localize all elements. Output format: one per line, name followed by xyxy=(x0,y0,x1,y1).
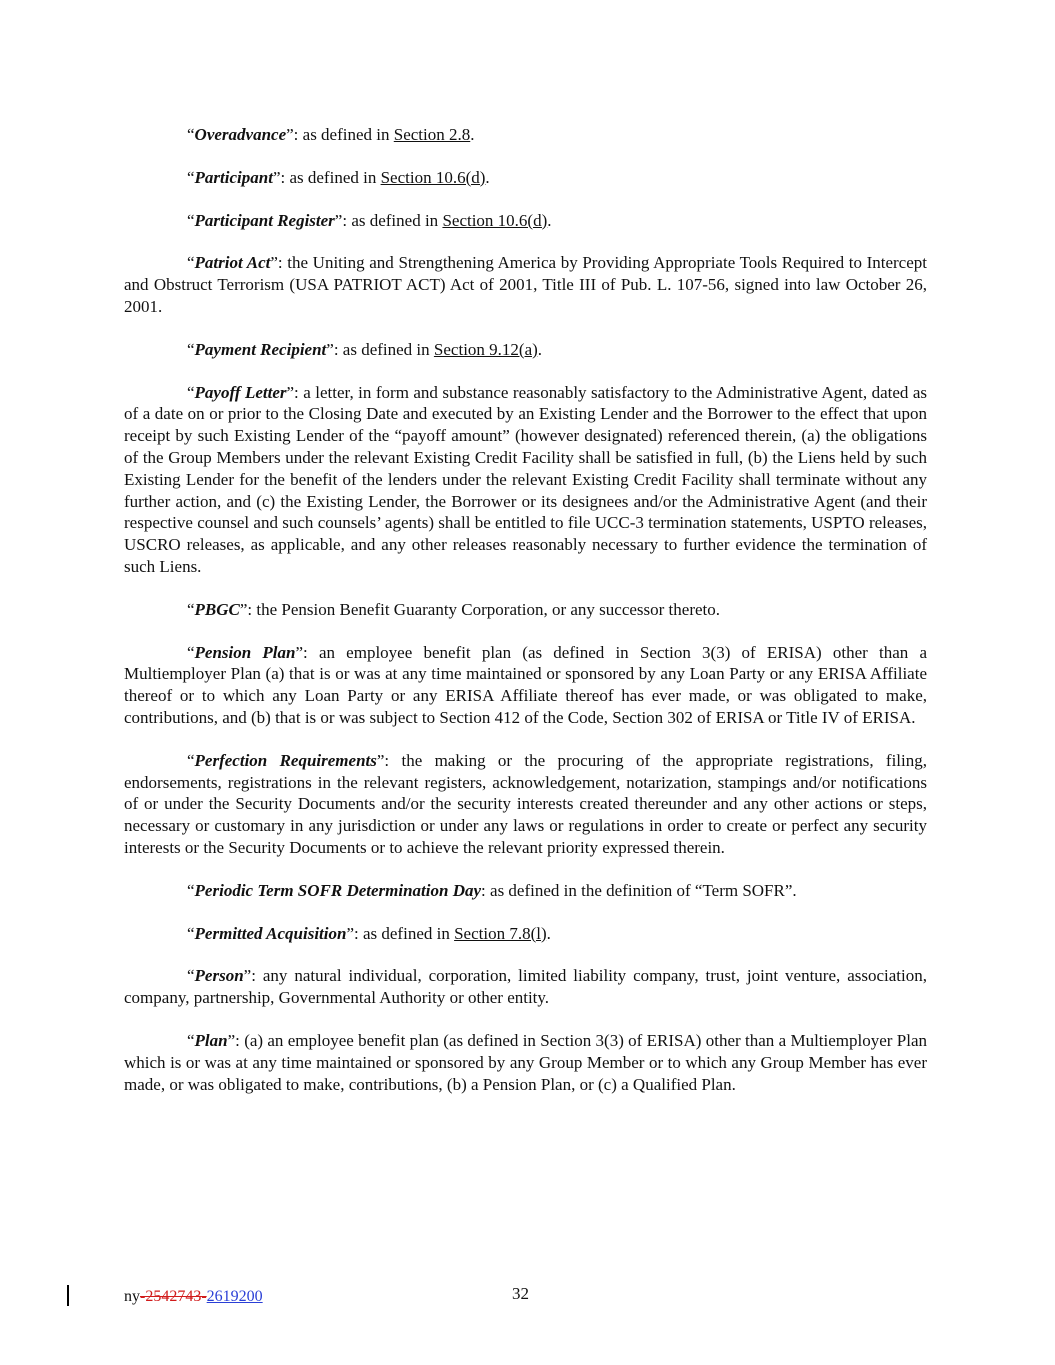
definition-overadvance: “Overadvance”: as defined in Section 2.8. xyxy=(187,125,475,144)
term-perfection-requirements: Perfection Requirements xyxy=(194,750,377,770)
term-participant-register: Participant Register xyxy=(194,210,335,230)
definition-perfection-requirements: “Perfection Requirements”: the making or the procuring of the appropriate registrations, filing, endorsements, registrations in the relevant registers, acknowledgement, notarization, stampings and/or notifications of or under the Security Documents and/or the security interests created thereunder and any other actions or steps, necessary or customary in any jurisdiction or under any laws or regulations in order to create or perfect any security interests or the Security Documents or to achieve the relevant priority expressed therein. xyxy=(124,750,927,857)
section-reference-link: Section 10.6(d) xyxy=(380,167,486,187)
section-reference-link: Section 9.12(a) xyxy=(433,339,538,359)
definition-permitted-acquisition: “Permitted Acquisition”: as defined in Section 7.8(l). xyxy=(187,923,551,943)
definition-pension-plan: “Pension Plan”: an employee benefit plan (as defined in Section 3(3) of ERISA) other than a Multiemployer Plan (a) that is or was at any time maintained or sponsored by any Loan Party or any ERISA Affiliate thereof or to which any Loan Party or any ERISA Affiliate thereof has ever made, or was obligated to make, contributions, and (b) that is or was subject to Section 412 of the Code, Section 302 of ERISA or Title IV of ERISA. xyxy=(124,642,927,727)
definition-participant-register: “Participant Register”: as defined in Section 10.6(d). xyxy=(187,210,552,230)
term-periodic-term-sofr: Periodic Term SOFR Determination Day xyxy=(194,880,482,900)
page-number: 32 xyxy=(512,1284,529,1303)
definition-pbgc: “PBGC”: the Pension Benefit Guaranty Corporation, or any successor thereto. xyxy=(187,599,721,619)
term-payment-recipient: Payment Recipient xyxy=(194,339,327,359)
definition-person: “Person”: any natural individual, corporation, limited liability company, trust, joint venture, association, company, partnership, Governmental Authority or other entity. xyxy=(124,966,927,1008)
term-participant: Participant xyxy=(194,167,273,187)
term-person: Person xyxy=(194,966,244,986)
term-plan: Plan xyxy=(194,1030,228,1050)
term-pbgc: PBGC xyxy=(194,599,240,619)
inserted-doc-number: 2619200 xyxy=(206,1288,263,1305)
definitions-list xyxy=(124,124,927,1116)
term-permitted-acquisition: Permitted Acquisition xyxy=(194,923,347,943)
term-pension-plan: Pension Plan xyxy=(194,642,296,662)
definition-participant: “Participant”: as defined in Section 10.6(d). xyxy=(187,167,490,187)
deleted-doc-number: -2542743- xyxy=(140,1288,207,1305)
definition-payment-recipient: “Payment Recipient”: as defined in Section 9.12(a). xyxy=(187,339,543,359)
term-overadvance: Overadvance xyxy=(194,125,287,144)
definition-patriot-act: “Patriot Act”: the Uniting and Strengthening America by Providing Appropriate Tools Required to Intercept and Obstruct Terrorism (USA PATRIOT ACT) Act of 2001, Title III of Pub. L. 107-56, signed into law October 26, 2001. xyxy=(124,253,927,316)
definition-plan: “Plan”: (a) an employee benefit plan (as defined in Section 3(3) of ERISA) other than a Multiemployer Plan which is or was at any time maintained or sponsored by any Group Member or to which any Group Member has ever made, or was obligated to make, contributions, (b) a Pension Plan, or (c) a Qualified Plan. xyxy=(124,1030,927,1094)
definition-periodic-term-sofr: “Periodic Term SOFR Determination Day: as defined in the definition of “Term SOFR”. xyxy=(187,880,797,900)
term-payoff-letter: Payoff Letter xyxy=(194,382,287,402)
term-patriot-act: Patriot Act xyxy=(194,253,271,273)
section-reference-link: Section 2.8 xyxy=(393,125,471,144)
change-bar-marker xyxy=(67,1285,69,1306)
section-reference-link: Section 7.8(l) xyxy=(454,923,547,943)
definition-payoff-letter: “Payoff Letter”: a letter, in form and substance reasonably satisfactory to the Administrative Agent, dated as of a date on or prior to the Closing Date and executed by an Existing Lender and the Borrower to the effect that upon receipt by such Existing Lender of the “payoff amount” (however designated) referenced therein, (a) the obligations of the Group Members under the relevant Existing Credit Facility shall be satisfied in full, (b) the Liens held by such Existing Lender for the benefit of the lenders under the relevant Existing Credit Facility shall terminate without any further action, and (c) the Existing Lender, the Borrower or its designees and/or the Administrative Agent (and their respective counsel and such counsels’ agents) shall be entitled to file UCC-3 termination statements, USPTO releases, USCRO releases, as applicable, and any other releases reasonably necessary to further evidence the termination of such Liens. xyxy=(124,382,928,576)
document-id: ny-2542743-2619200 xyxy=(124,1288,263,1305)
section-reference-link: Section 10.6(d) xyxy=(442,210,548,230)
